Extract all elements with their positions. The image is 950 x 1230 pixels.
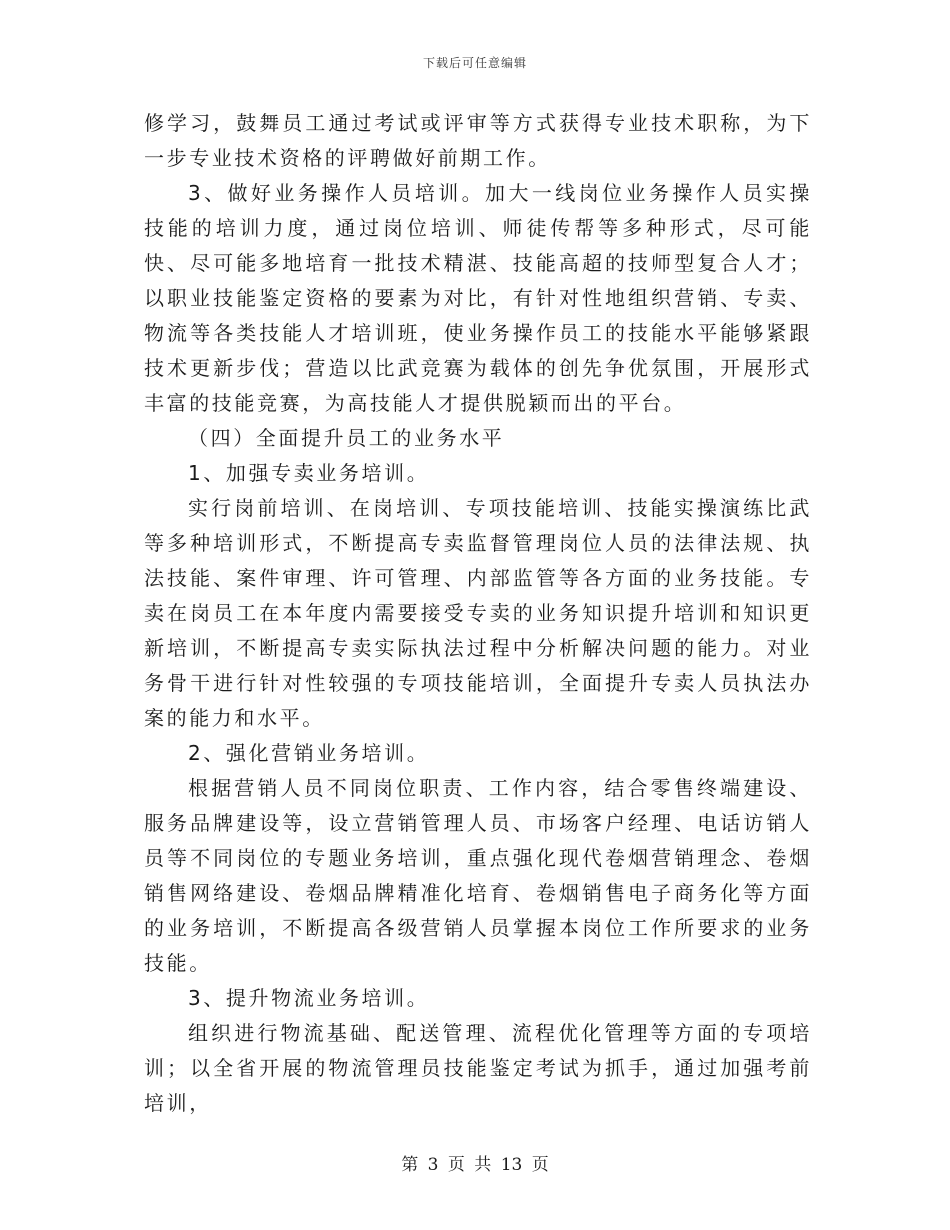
subheading-logistics-training: 3、提升物流业务培训。 [188,986,430,1010]
subheading-monopoly-training: 1、加强专卖业务培训。 [188,461,430,485]
subheading-marketing-training: 2、强化营销业务培训。 [188,741,430,765]
paragraph-marketing-training: 根据营销人员不同岗位职责、工作内容，结合零售终端建设、服务品牌建设等，设立营销管理人员、市场客户经理、电话访销人员等不同岗位的专题业务培训，重点强化现代卷烟营销理念、卷烟销售网络建设、卷烟品牌精准化培育、卷烟销售电子商务化等方面的业务培训，不断提高各级营销人员掌握本岗位工作所要求的业务技能。 [144,776,812,975]
paragraph-monopoly-training: 实行岗前培训、在岗培训、专项技能培训、技能实操演练比武等多种培训形式，不断提高专卖监督管理岗位人员的法律法规、执法技能、案件审理、许可管理、内部监管等各方面的业务技能。专卖在岗员工在本年度内需要接受专卖的业务知识提升培训和知识更新培训，不断提高专卖实际执法过程中分析解决问题的能力。对业务骨干进行针对性较强的专项技能培训，全面提升专卖人员执法办案的能力和水平。 [144,496,812,730]
document-body [144,106,812,1121]
paragraph-continuation: 修学习，鼓舞员工通过考试或评审等方式获得专业技术职称，为下一步专业技术资格的评聘做好前期工作。 [144,111,812,170]
paragraph-logistics-training: 组织进行物流基础、配送管理、流程优化管理等方面的专项培训；以全省开展的物流管理员技能鉴定考试为抓手，通过加强考前培训， [144,1021,812,1115]
section-heading-4: （四）全面提升员工的业务水平 [188,426,505,450]
paragraph-operator-training: 3、做好业务操作人员培训。加大一线岗位业务操作人员实操技能的培训力度，通过岗位培训、师徒传帮等多种形式，尽可能快、尽可能多地培育一批技术精湛、技能高超的技师型复合人才；以职业技能鉴定资格的要素为对比，有针对性地组织营销、专卖、物流等各类技能人才培训班，使业务操作员工的技能水平能够紧跟技术更新步伐；营造以比武竞赛为载体的创先争优氛围，开展形式丰富的技能竞赛，为高技能人才提供脱颖而出的平台。 [144,181,812,415]
page-number: 第 3 页 共 13 页 [401,1155,549,1175]
page-header: 下载后可任意编辑 [422,56,527,70]
